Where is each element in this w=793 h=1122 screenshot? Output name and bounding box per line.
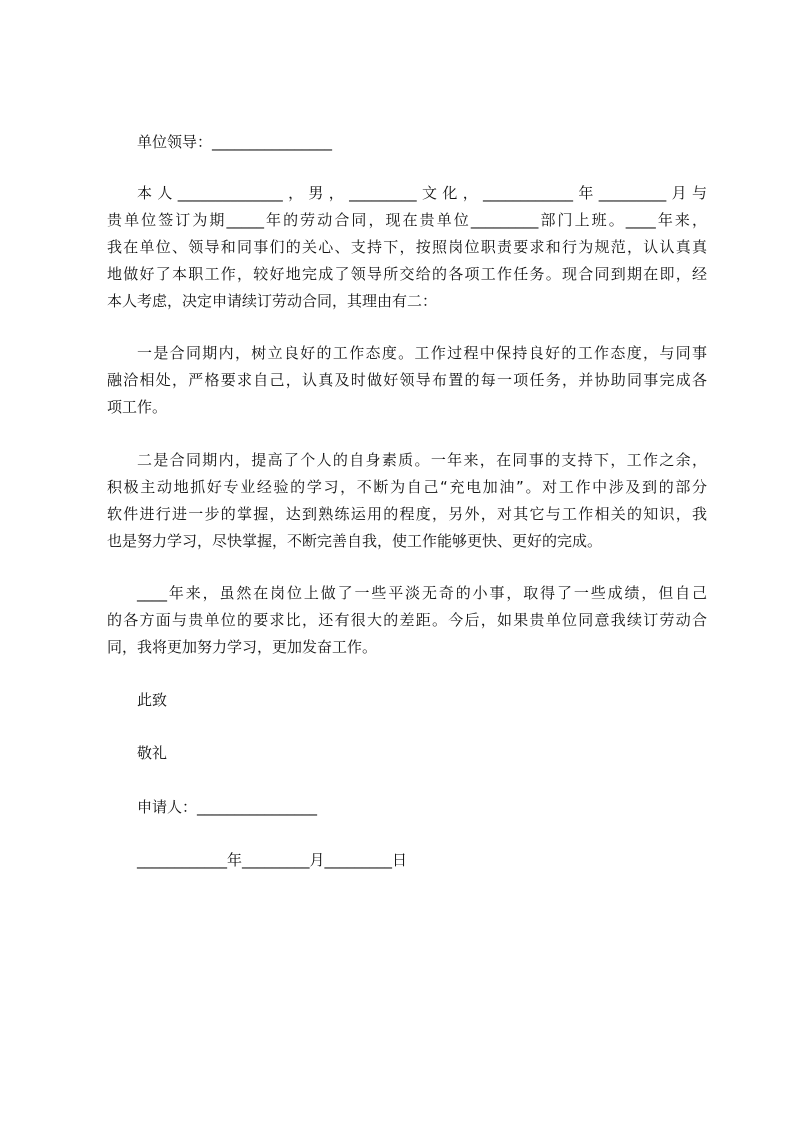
paragraph-line: 贵单位签订为期_____年的劳动合同，现在贵单位_________部门上班。____年来， [107,211,707,229]
date-line: ____________年_________月_________日 [137,851,408,869]
paragraph-line: 一是合同期内，树立良好的工作态度。工作过程中保持良好的工作态度，与同事 [137,344,707,362]
paragraph-reason-two [107,450,707,551]
paragraph-reason-one [107,343,707,417]
paragraph-line: 软件进行进一步的掌握，达到熟练运用的程度，另外，对其它与工作相关的知识，我 [107,505,707,523]
salutation: 单位领导：________________ [137,133,333,151]
paragraph-line: 同，我将更加努力学习，更加发奋工作。 [107,638,378,656]
paragraph-line: 我在单位、领导和同事们的关心、支持下，按照岗位职责要求和行为规范，认认真真 [107,238,707,256]
paragraph-line: 地做好了本职工作，较好地完成了领导所交给的各项工作任务。现合同到期在即，经 [107,265,707,283]
paragraph-line: 也是努力学习，尽快掌握，不断完善自我，使工作能够更快、更好的完成。 [107,532,603,550]
paragraph-line: 融洽相处，严格要求自己，认真及时做好领导布置的每一项任务，并协助同事完成各 [107,371,707,389]
closing-cizhi: 此致 [137,691,168,709]
paragraph-line: 本人______________，男，_________文化，____________年_________月与 [137,184,707,202]
closing-jingli: 敬礼 [137,744,168,762]
paragraph-line: 项工作。 [107,398,168,416]
paragraph-line: ____年来，虽然在岗位上做了一些平淡无奇的小事，取得了一些成绩，但自己 [137,584,707,602]
paragraph-line: 二是合同期内，提高了个人的自身素质。一年来，在同事的支持下，工作之余， [137,451,707,469]
applicant-signature-line: 申请人：________________ [137,798,318,816]
paragraph-line: 的各方面与贵单位的要求比，还有很大的差距。今后，如果贵单位同意我续订劳动合 [107,611,707,629]
paragraph-conclusion [107,583,707,657]
paragraph-line: 本人考虑，决定申请续订劳动合同，其理由有二： [107,292,438,310]
paragraph-line: 积极主动地抓好专业经验的学习，不断为自己“充电加油”。对工作中涉及到的部分 [107,478,707,496]
paragraph-intro [107,183,707,311]
